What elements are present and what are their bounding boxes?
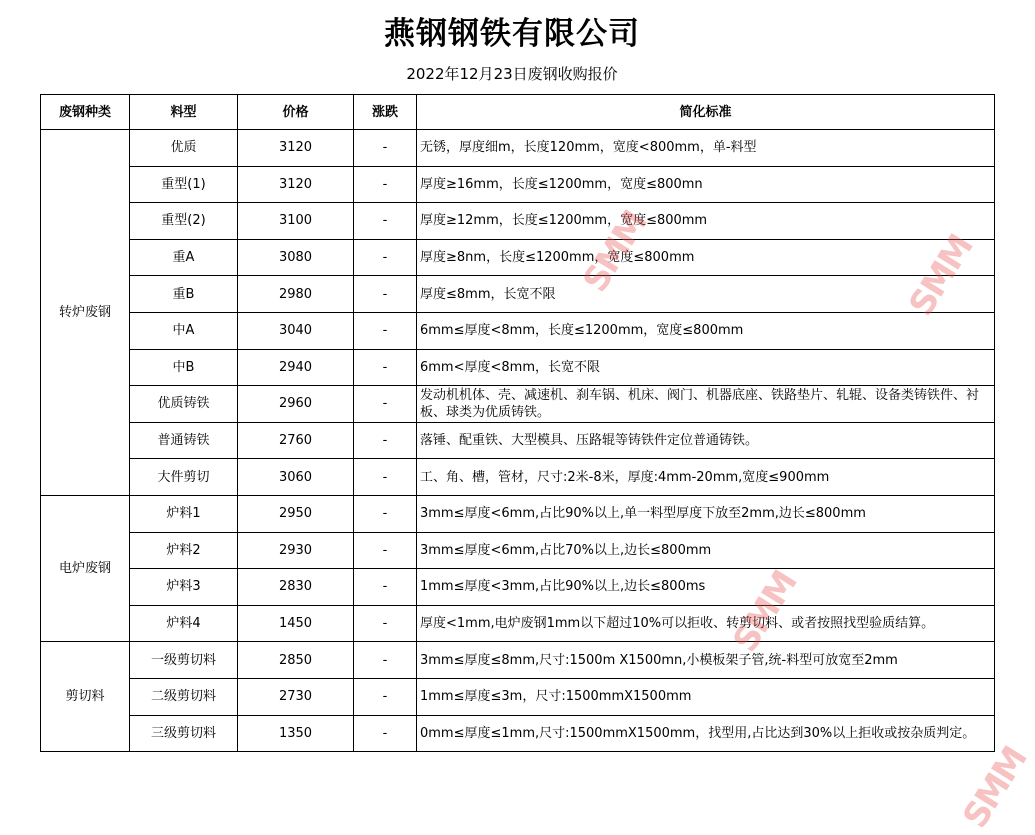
change-cell: - <box>354 495 417 532</box>
watermark-1: SMM <box>575 204 655 300</box>
type-cell: 炉料2 <box>130 532 238 569</box>
table-row <box>41 715 995 752</box>
change-cell: - <box>354 203 417 240</box>
type-cell: 优质 <box>130 130 238 167</box>
price-cell: 2940 <box>238 349 354 386</box>
price-cell: 2960 <box>238 386 354 423</box>
change-cell: - <box>354 166 417 203</box>
price-cell: 2730 <box>238 678 354 715</box>
table-row <box>41 642 995 679</box>
type-cell: 中A <box>130 312 238 349</box>
standard-cell: 厚度≤8mm，长宽不限 <box>417 276 995 313</box>
change-cell: - <box>354 276 417 313</box>
type-cell: 重B <box>130 276 238 313</box>
type-cell: 重A <box>130 239 238 276</box>
price-cell: 3060 <box>238 459 354 496</box>
standard-cell: 无锈，厚度细m，长度120mm，宽度<800mm，单-料型 <box>417 130 995 167</box>
watermark-2: SMM <box>901 228 981 324</box>
standard-cell: 工、角、槽，管材，尺寸:2米-8米，厚度:4mm-20mm,宽度≤900mm <box>417 459 995 496</box>
change-cell: - <box>354 239 417 276</box>
table-row <box>41 422 995 459</box>
change-cell: - <box>354 130 417 167</box>
price-cell: 2830 <box>238 569 354 606</box>
change-cell: - <box>354 678 417 715</box>
standard-cell: 3mm≤厚度≤8mm,尺寸:1500m X1500mn,小模板架子管,统-料型可放宽至2mm <box>417 642 995 679</box>
change-cell: - <box>354 349 417 386</box>
type-cell: 中B <box>130 349 238 386</box>
type-cell: 普通铸铁 <box>130 422 238 459</box>
price-cell: 3120 <box>238 166 354 203</box>
page-subtitle: 2022年12月23日废钢收购报价 <box>406 65 618 83</box>
price-cell: 1350 <box>238 715 354 752</box>
standard-cell: 3mm≤厚度<6mm,占比90%以上,单一料型厚度下放至2mm,边长≤800mm <box>417 495 995 532</box>
standard-cell: 发动机机体、壳、减速机、刹车锅、机床、阀门、机器底座、铁路垫片、轧辊、设备类铸铁件、衬板、球类为优质铸铁。 <box>417 386 995 423</box>
standard-cell: 厚度≥16mm，长度≤1200mm，宽度≤800mn <box>417 166 995 203</box>
header-standard: 简化标准 <box>417 95 995 130</box>
header-price: 价格 <box>238 95 354 130</box>
header-category: 废钢种类 <box>41 95 130 130</box>
type-cell: 优质铸铁 <box>130 386 238 423</box>
table-header-row <box>41 95 995 130</box>
type-cell: 炉料3 <box>130 569 238 606</box>
price-table <box>40 94 995 752</box>
price-cell: 3120 <box>238 130 354 167</box>
type-cell: 炉料1 <box>130 495 238 532</box>
watermark-4: SMM <box>955 740 1035 835</box>
price-cell: 3080 <box>238 239 354 276</box>
type-cell: 重型(2) <box>130 203 238 240</box>
standard-cell: 6mm<厚度<8mm，长宽不限 <box>417 349 995 386</box>
change-cell: - <box>354 605 417 642</box>
standard-cell: 厚度≥12mm，长度≤1200mm，宽度≤800mm <box>417 203 995 240</box>
table-row <box>41 239 995 276</box>
type-cell: 炉料4 <box>130 605 238 642</box>
price-cell: 2850 <box>238 642 354 679</box>
table-row <box>41 203 995 240</box>
change-cell: - <box>354 312 417 349</box>
change-cell: - <box>354 642 417 679</box>
table-row <box>41 605 995 642</box>
standard-cell: 1mm≤厚度<3mm,占比90%以上,边长≤800ms <box>417 569 995 606</box>
change-cell: - <box>354 386 417 423</box>
standard-cell: 厚度<1mm,电炉废钢1mm以下超过10%可以拒收、转剪切料、或者按照找型验质结算。 <box>417 605 995 642</box>
category-cell: 电炉废钢 <box>41 495 130 641</box>
table-row <box>41 312 995 349</box>
price-cell: 3040 <box>238 312 354 349</box>
standard-cell: 3mm≤厚度<6mm,占比70%以上,边长≤800mm <box>417 532 995 569</box>
price-cell: 1450 <box>238 605 354 642</box>
type-cell: 二级剪切料 <box>130 678 238 715</box>
standard-cell: 1mm≤厚度≤3m，尺寸:1500mmX1500mm <box>417 678 995 715</box>
change-cell: - <box>354 569 417 606</box>
price-cell: 2950 <box>238 495 354 532</box>
table-row <box>41 276 995 313</box>
table-body <box>41 130 995 752</box>
standard-cell: 0mm≤厚度≤1mm,尺寸:1500mmX1500mm，找型用,占比达到30%以上拒收或按杂质判定。 <box>417 715 995 752</box>
price-cell: 2980 <box>238 276 354 313</box>
price-cell: 2760 <box>238 422 354 459</box>
standard-cell: 落锤、配重铁、大型模具、压路辊等铸铁件定位普通铸铁。 <box>417 422 995 459</box>
standard-cell: 6mm≤厚度<8mm，长度≤1200mm，宽度≤800mm <box>417 312 995 349</box>
watermark-3: SMM <box>725 564 805 660</box>
table-row <box>41 130 995 167</box>
page-title: 燕钢钢铁有限公司 <box>384 16 640 52</box>
table-row <box>41 495 995 532</box>
table-row <box>41 678 995 715</box>
type-cell: 大件剪切 <box>130 459 238 496</box>
change-cell: - <box>354 715 417 752</box>
change-cell: - <box>354 459 417 496</box>
type-cell: 重型(1) <box>130 166 238 203</box>
table-row <box>41 459 995 496</box>
type-cell: 三级剪切料 <box>130 715 238 752</box>
table-row <box>41 569 995 606</box>
standard-cell: 厚度≥8nm，长度≤1200mm，宽度≤800mm <box>417 239 995 276</box>
category-cell: 剪切料 <box>41 642 130 752</box>
change-cell: - <box>354 422 417 459</box>
table-row <box>41 166 995 203</box>
change-cell: - <box>354 532 417 569</box>
table-row <box>41 386 995 423</box>
header-type: 料型 <box>130 95 238 130</box>
price-cell: 3100 <box>238 203 354 240</box>
table-row <box>41 349 995 386</box>
header-change: 涨跌 <box>354 95 417 130</box>
type-cell: 一级剪切料 <box>130 642 238 679</box>
table-row <box>41 532 995 569</box>
category-cell: 转炉废钢 <box>41 130 130 496</box>
price-cell: 2930 <box>238 532 354 569</box>
